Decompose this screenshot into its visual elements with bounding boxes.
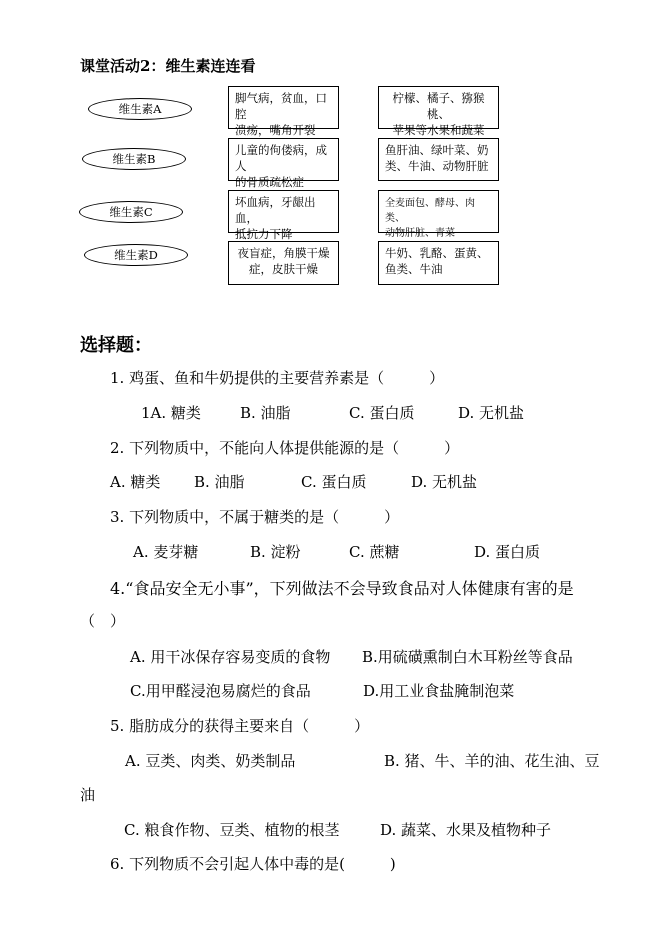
- deficiency-b-line2: 的骨质疏松症: [235, 175, 304, 189]
- q4-text: 4.“食品安全无小事”，下列做法不会导致食品对人体健康有害的是: [110, 579, 574, 598]
- q2-text: 2. 下列物质中，不能向人体提供能源的是（ ）: [110, 439, 460, 457]
- deficiency-b-line1: 儿童的佝偻病，成人: [235, 143, 327, 173]
- q5-option-b: B. 猪、牛、羊的油、花生油、豆: [384, 752, 600, 770]
- q4-option-a: A. 用干冰保存容易变质的食物: [130, 648, 331, 666]
- food-b-line2: 类、牛油、动物肝脏: [385, 159, 489, 173]
- food-box-c: [378, 190, 499, 239]
- q3-text: 3. 下列物质中，不属于糖类的是（ ）: [110, 508, 400, 526]
- q5-option-b-continuation: 油: [80, 786, 96, 804]
- q5-option-c: C. 粮食作物、豆类、植物的根茎: [124, 821, 340, 839]
- q1-option-a: 1A. 糖类: [141, 404, 201, 422]
- q3-option-d: D. 蛋白质: [474, 543, 541, 561]
- vitamin-a-oval: 维生素A: [88, 98, 192, 120]
- food-box-d: [378, 241, 499, 285]
- q4-text-continuation: （ ）: [80, 612, 126, 630]
- food-d-line1: 牛奶、乳酪、蛋黄、: [385, 246, 489, 260]
- q4-option-c: C.用甲醛浸泡易腐烂的食品: [130, 682, 311, 700]
- deficiency-c-line1: 坏血病，牙龈出血，: [235, 195, 316, 225]
- q1-option-d: D. 无机盐: [458, 404, 525, 422]
- q5-option-d: D. 蔬菜、水果及植物种子: [380, 821, 552, 839]
- deficiency-box-a: [228, 86, 339, 137]
- q3-option-c: C. 蔗糖: [349, 543, 400, 561]
- deficiency-box-b: [228, 138, 339, 189]
- q2-option-a: A. 糖类: [110, 473, 161, 491]
- q4-option-d: D.用工业食盐腌制泡菜: [363, 682, 515, 700]
- food-a-line1: 柠檬、橘子、猕猴桃、: [392, 91, 485, 121]
- deficiency-a-line1: 脚气病，贫血，口腔: [235, 91, 327, 121]
- q2-option-d: D. 无机盐: [411, 473, 478, 491]
- deficiency-box-c: [228, 190, 339, 241]
- deficiency-d-line2: 症，皮肤干燥: [249, 262, 318, 276]
- q1-option-c: C. 蛋白质: [349, 404, 415, 422]
- q1-option-b: B. 油脂: [240, 404, 291, 422]
- food-box-b: [378, 138, 499, 181]
- quiz-heading: 选择题：: [80, 335, 152, 356]
- q4-option-b: B.用硫磺熏制白木耳粉丝等食品: [362, 648, 573, 666]
- q2-option-b: B. 油脂: [194, 473, 245, 491]
- vitamin-d-oval: 维生素D: [84, 244, 188, 266]
- q2-option-c: C. 蛋白质: [301, 473, 367, 491]
- food-c-line1: 全麦面包、酵母、肉类、: [385, 198, 475, 224]
- q5-option-a: A. 豆类、肉类、奶类制品: [125, 752, 296, 770]
- deficiency-a-line2: 溃疡，嘴角开裂: [235, 123, 316, 137]
- food-a-line2: 苹果等水果和蔬菜: [392, 123, 485, 137]
- deficiency-box-d: [228, 241, 339, 285]
- q6-text: 6. 下列物质不会引起人体中毒的是( ): [110, 855, 396, 873]
- activity-title: 课堂活动2：维生素连连看: [80, 57, 256, 75]
- q5-text: 5. 脂肪成分的获得主要来自（ ）: [110, 717, 370, 735]
- food-box-a: [378, 86, 499, 137]
- q1-text: 1. 鸡蛋、鱼和牛奶提供的主要营养素是（ ）: [110, 369, 445, 387]
- deficiency-d-line1: 夜盲症，角膜干燥: [237, 246, 330, 260]
- vitamin-c-oval: 维生素C: [79, 201, 183, 223]
- food-d-line2: 鱼类、牛油: [385, 262, 443, 276]
- q3-option-a: A. 麦芽糖: [133, 543, 199, 561]
- food-c-line2: 动物肝脏、青菜: [385, 228, 455, 239]
- food-b-line1: 鱼肝油、绿叶菜、奶: [385, 143, 489, 157]
- vitamin-b-oval: 维生素B: [82, 148, 186, 170]
- q3-option-b: B. 淀粉: [250, 543, 301, 561]
- deficiency-c-line2: 抵抗力下降: [235, 227, 293, 241]
